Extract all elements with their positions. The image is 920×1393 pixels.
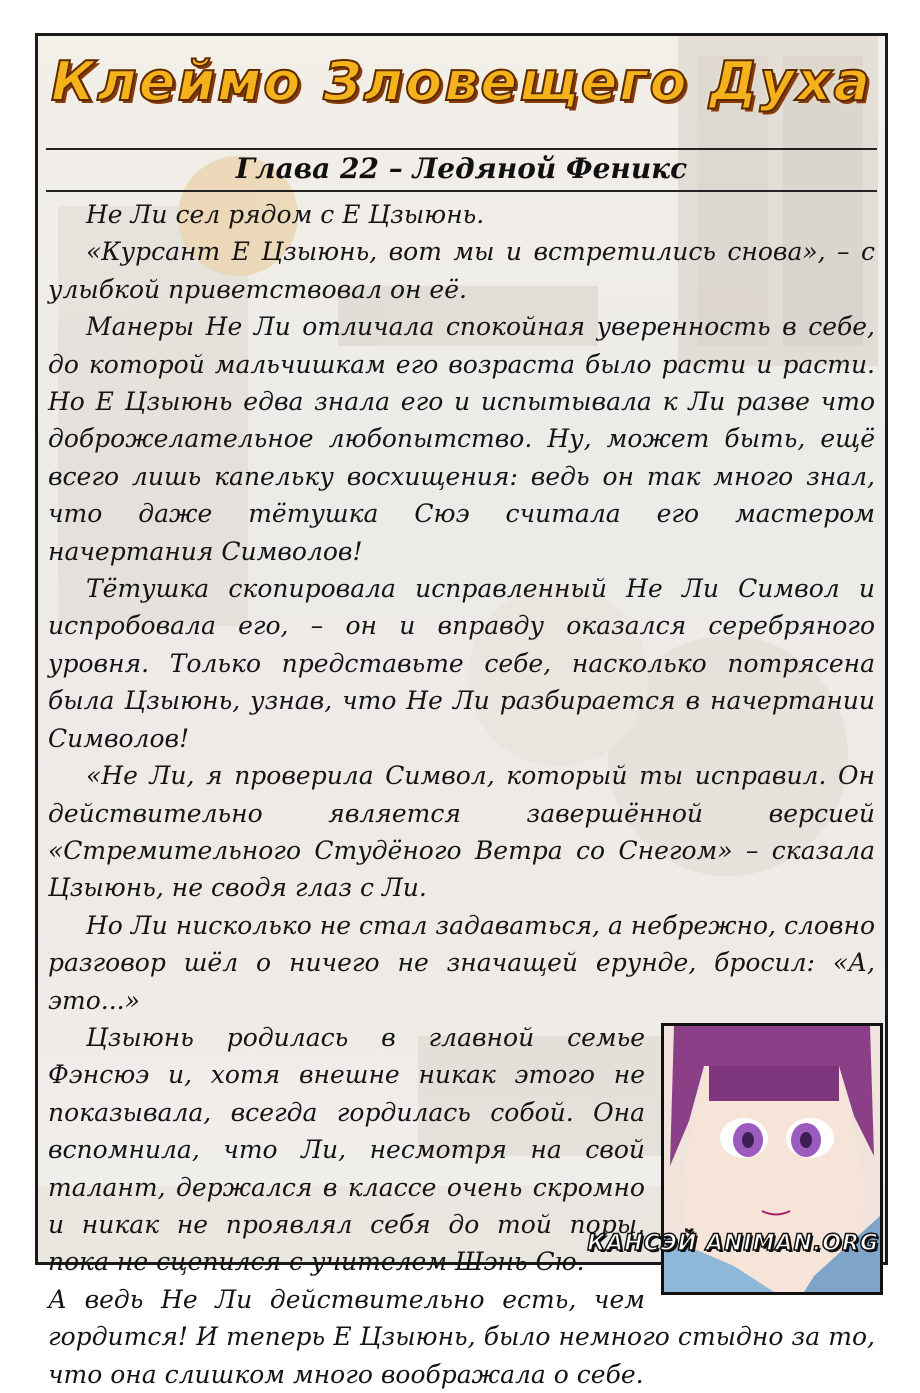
paragraph: Манеры Не Ли отличала спокойная уверенность в себе, до которой мальчишкам его возраста было расти и расти. Но Е Цзыюнь едва знала его и испытывала к Ли разве что доброжелательное любопытство. Ну, может быть, ещё всего лишь капельку восхищения: ведь он так много знал, что даже тётушка Сюэ считала его мастером начертания Символов! <box>48 312 875 566</box>
manga-page <box>35 33 888 1389</box>
comic-title: Клеймо Зловещего Духа <box>51 50 872 113</box>
paragraph: «Курсант Е Цзыюнь, вот мы и встретились снова», – с улыбкой приветствовал он её. <box>48 237 875 304</box>
chapter-rule-top <box>46 148 877 150</box>
scanlation-credit: КАНСЭЙ ANIMAN.ORG <box>587 1231 879 1256</box>
paragraph: Не Ли сел рядом с Е Цзыюнь. <box>86 200 485 229</box>
story-text <box>48 196 875 1393</box>
paragraph: А ведь Не Ли действительно есть, чем гордится! И теперь Е Цзыюнь, было немного стыдно за то, что она слишком много воображала о себе. <box>48 1284 875 1389</box>
chapter-heading: Глава 22 – Ледяной Феникс <box>235 152 688 185</box>
chapter-rule-bottom <box>46 190 877 192</box>
paragraph: Тётушка скопировала исправленный Не Ли Символ и испробовала его, – он и вправду оказался серебряного уровня. Только представьте себе, насколько потрясена была Цзыюнь, узнав, что Не Ли разбирается в начертании Символов! <box>48 574 875 753</box>
paragraph: Но Ли нисколько не стал задаваться, а небрежно, словно разговор шёл о ничего не значащей ерунде, бросил: «А, это...» <box>48 910 875 1015</box>
paragraph: Цзыюнь родилась в главной семье Фэнсюэ и, хотя внешне никак этого не показывала, всегда гордилась собой. Она вспомнила, что Ли, несмотря на свой талант, держался в классе очень скромно и никак не проявлял себя до той поры, пока не сцепился с учителем Шэнь Сю. <box>48 1022 645 1277</box>
paragraph: «Не Ли, я проверила Символ, который ты исправил. Он действительно является завершённой версией «Стремительного Студёного Ветра со Снегом» – сказала Цзыюнь, не сводя глаз с Ли. <box>48 761 875 903</box>
